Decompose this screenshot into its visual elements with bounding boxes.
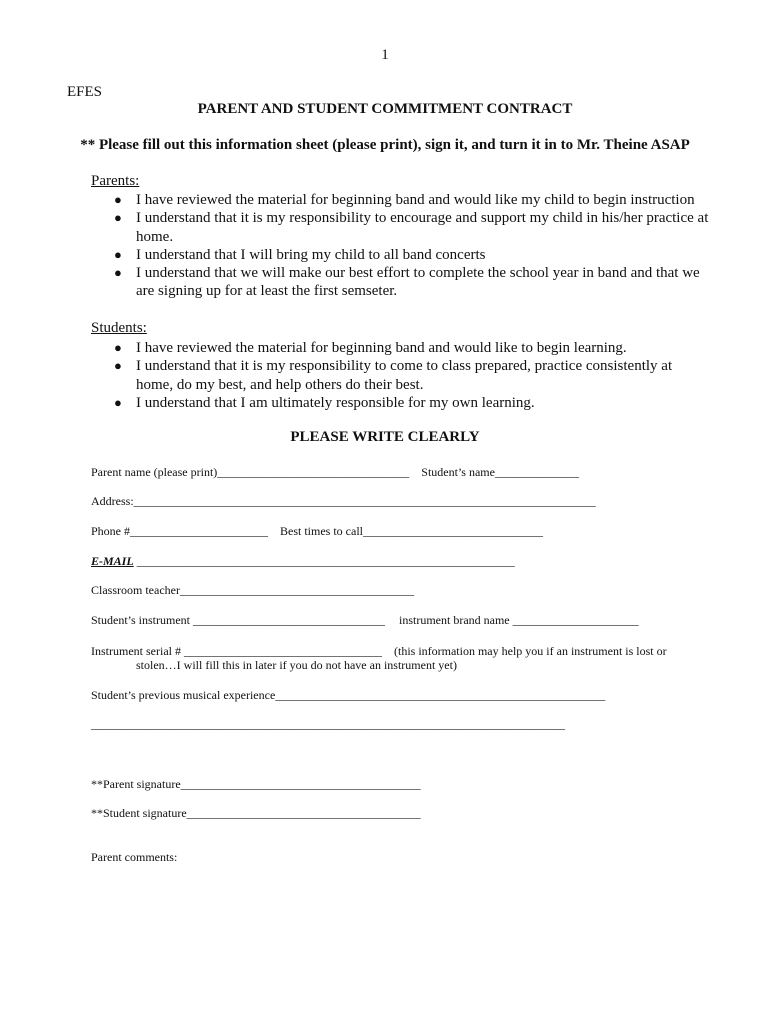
bullet-icon: ● — [114, 358, 122, 374]
bullet-icon: ● — [114, 265, 122, 281]
bullet-icon: ● — [114, 192, 122, 207]
students-list — [112, 339, 712, 412]
students-item-text: I understand that I am ultimately responsible for my own learning. — [136, 394, 535, 411]
students-item-text: I have reviewed the material for beginning band and would like to begin learning. — [136, 340, 627, 356]
parents-heading: Parents: — [91, 173, 140, 189]
instrument-serial-row — [91, 644, 667, 659]
list-item — [112, 357, 712, 394]
parent-comments-label: Parent comments: — [91, 850, 178, 864]
bullet-icon: ● — [114, 246, 122, 262]
instruction-line: ** Please fill out this information sheet (please print), sign it, and turn it in to Mr. Theine ASAP — [80, 137, 690, 153]
bullet-icon: ● — [114, 340, 122, 355]
bullet-icon: ● — [114, 394, 122, 410]
students-item-text: I understand that it is my responsibility to come to class prepared, practice consistently at home, do my best, and help others do their best. — [136, 358, 673, 393]
parent-name-row — [91, 465, 579, 480]
list-item — [112, 209, 712, 246]
parents-item-text: I understand that we will make our best effort to complete the school year in band and that we are signing up for at least the first semseter. — [136, 265, 700, 300]
list-item — [112, 264, 712, 301]
document-title: PARENT AND STUDENT COMMITMENT CONTRACT — [197, 101, 573, 117]
students-heading: Students: — [91, 320, 147, 336]
parent-name-field[interactable]: Parent name (please print)________________________________ — [91, 465, 410, 479]
instrument-brand-field[interactable]: instrument brand name _____________________ — [399, 613, 639, 627]
form-heading: PLEASE WRITE CLEARLY — [290, 429, 480, 445]
parents-item-text: I have reviewed the material for beginning band and would like my child to begin instruction — [136, 192, 695, 208]
classroom-teacher-field[interactable]: Classroom teacher_______________________________________ — [91, 583, 414, 597]
student-signature-field[interactable]: **Student signature_______________________________________ — [91, 806, 421, 820]
student-name-field[interactable]: Student’s name______________ — [421, 465, 579, 479]
instrument-row — [91, 613, 639, 628]
instrument-serial-field[interactable]: Instrument serial # _________________________________ — [91, 644, 382, 658]
bullet-icon: ● — [114, 210, 122, 226]
list-item — [112, 339, 712, 357]
school-name: EFES — [67, 84, 103, 100]
email-label: E-MAIL — [91, 554, 134, 568]
address-field[interactable]: Address:_____________________________________________________________________________ — [91, 494, 596, 508]
phone-field[interactable]: Phone #_______________________ — [91, 524, 268, 538]
page-number: 1 — [381, 47, 389, 63]
previous-experience-field[interactable]: Student’s previous musical experience_______________________________________________________ — [91, 688, 606, 702]
previous-experience-line[interactable]: _______________________________________________________________________________ — [91, 717, 565, 731]
parents-item-text: I understand that I will bring my child to all band concerts — [136, 246, 486, 263]
serial-note-continued: stolen…I will fill this in later if you do not have an instrument yet) — [136, 658, 457, 672]
parents-list — [112, 191, 712, 301]
list-item — [112, 394, 712, 412]
students-instrument-field[interactable]: Student’s instrument ________________________________ — [91, 613, 385, 627]
list-item — [112, 246, 712, 264]
email-field[interactable]: _______________________________________________________________ — [133, 554, 515, 568]
parents-item-text: I understand that it is my responsibility to encourage and support my child in his/her practice at home. — [136, 210, 709, 245]
email-row — [91, 554, 515, 569]
list-item — [112, 191, 712, 209]
serial-note: (this information may help you if an instrument is lost or — [393, 644, 667, 658]
best-times-field[interactable]: Best times to call______________________________ — [280, 524, 543, 538]
phone-row — [91, 524, 543, 539]
parent-signature-field[interactable]: **Parent signature________________________________________ — [91, 777, 421, 791]
